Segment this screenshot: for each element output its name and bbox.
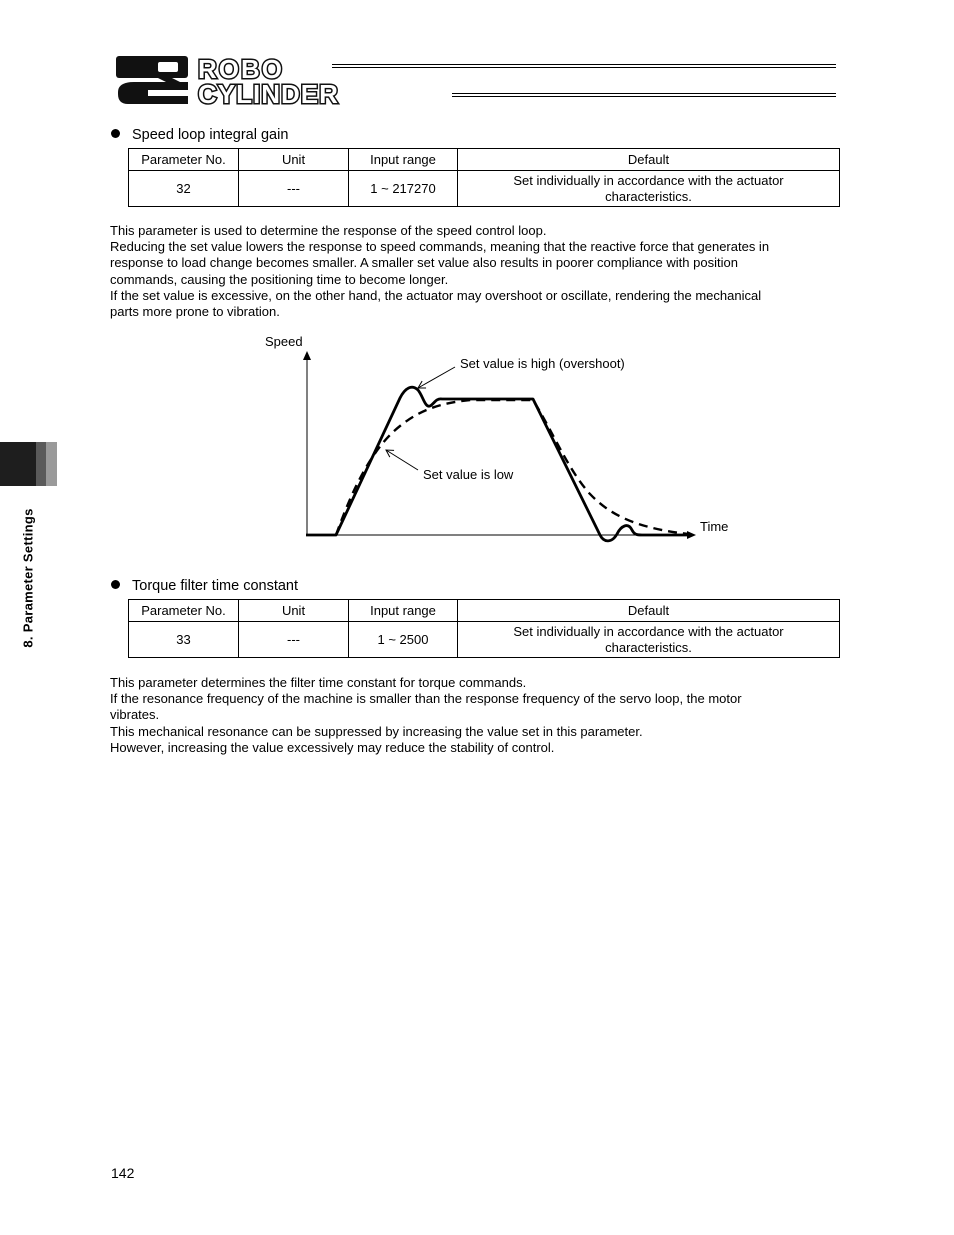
paragraph-line: If the set value is excessive, on the other hand, the actuator may overshoot or oscillate, rendering the mechanical xyxy=(110,287,762,303)
header-unit: Unit xyxy=(239,149,349,171)
paragraph-line: commands, causing the positioning time to become longer. xyxy=(110,271,449,287)
header-rule-top-2 xyxy=(332,67,836,68)
table-header-row xyxy=(129,149,840,171)
cell-input-range: 1 ~ 217270 xyxy=(349,171,458,207)
cell-unit: --- xyxy=(239,622,349,658)
parameter-table-32 xyxy=(128,148,840,207)
cell-param-no: 32 xyxy=(129,171,239,207)
annotation-high-arrow xyxy=(418,367,455,388)
logo-robo-text: ROBO xyxy=(198,54,284,84)
sidebar-section-text: 8. Parameter Settings xyxy=(20,508,36,648)
paragraph-line: parts more prone to vibration. xyxy=(110,304,280,320)
speed-response-diagram xyxy=(250,328,750,550)
page-number: 142 xyxy=(111,1165,135,1181)
paragraph-line: This mechanical resonance can be suppressed by increasing the value set in this parameter. xyxy=(110,723,643,739)
cell-unit: --- xyxy=(239,171,349,207)
header-input-range: Input range xyxy=(349,600,458,622)
paragraph-line: Reducing the set value lowers the response to speed commands, meaning that the reactive force that generates in xyxy=(110,239,770,255)
cell-default xyxy=(458,622,840,658)
cell-input-range: 1 ~ 2500 xyxy=(349,622,458,658)
section-heading-text: Torque filter time constant xyxy=(132,578,299,594)
section-tab-dark xyxy=(0,442,36,486)
paragraph-torque-filter xyxy=(110,675,835,756)
annotation-low-arrow xyxy=(386,450,418,470)
header-param-no: Parameter No. xyxy=(129,149,239,171)
cell-default-line1: Set individually in accordance with the actuator xyxy=(513,623,784,639)
robo-cylinder-logo xyxy=(114,54,444,106)
paragraph-line: vibrates. xyxy=(110,707,160,723)
table-row xyxy=(129,171,840,207)
table-header-row xyxy=(129,600,840,622)
paragraph-line: This parameter determines the filter time constant for torque commands. xyxy=(110,675,527,690)
table-row xyxy=(129,622,840,658)
paragraph-line: response to load change becomes smaller. A smaller set value also results in poorer compliance with position xyxy=(110,255,738,271)
paragraph-line: This parameter is used to determine the response of the speed control loop. xyxy=(110,223,547,238)
cell-default-line1: Set individually in accordance with the actuator xyxy=(513,172,784,188)
section-heading-speed-loop xyxy=(111,127,288,143)
header-input-range: Input range xyxy=(349,149,458,171)
bullet-icon xyxy=(111,580,120,589)
header-unit: Unit xyxy=(239,600,349,622)
parameter-table-33 xyxy=(128,599,840,658)
paragraph-speed-loop xyxy=(110,223,835,320)
section-heading-text: Speed loop integral gain xyxy=(132,127,289,143)
header-rule-bottom-2 xyxy=(452,96,836,97)
annotation-low-label: Set value is low xyxy=(423,467,514,482)
cell-default-line2: characteristics. xyxy=(605,188,692,204)
paragraph-line: If the resonance frequency of the machine is smaller than the response frequency of the servo loop, the motor xyxy=(110,691,742,707)
section-tab-light xyxy=(46,442,57,486)
section-tab-mid xyxy=(36,442,46,486)
logo-cylinder-text: CYLINDER xyxy=(198,79,339,106)
cell-param-no: 33 xyxy=(129,622,239,658)
cell-default-line2: characteristics. xyxy=(605,639,692,655)
high-gain-curve xyxy=(306,387,688,541)
header-default: Default xyxy=(458,149,840,171)
cell-default xyxy=(458,171,840,207)
annotation-high-label: Set value is high (overshoot) xyxy=(460,356,625,371)
header-rule-bottom-1 xyxy=(452,93,836,94)
header-param-no: Parameter No. xyxy=(129,600,239,622)
bullet-icon xyxy=(111,129,120,138)
header-rule-top-1 xyxy=(332,64,836,65)
section-heading-torque-filter xyxy=(111,578,298,594)
x-axis-label: Time xyxy=(700,519,729,534)
header-default: Default xyxy=(458,600,840,622)
paragraph-line: However, increasing the value excessively may reduce the stability of control. xyxy=(110,739,555,755)
y-axis-label: Speed xyxy=(265,334,303,349)
logo-graphic xyxy=(114,54,444,106)
